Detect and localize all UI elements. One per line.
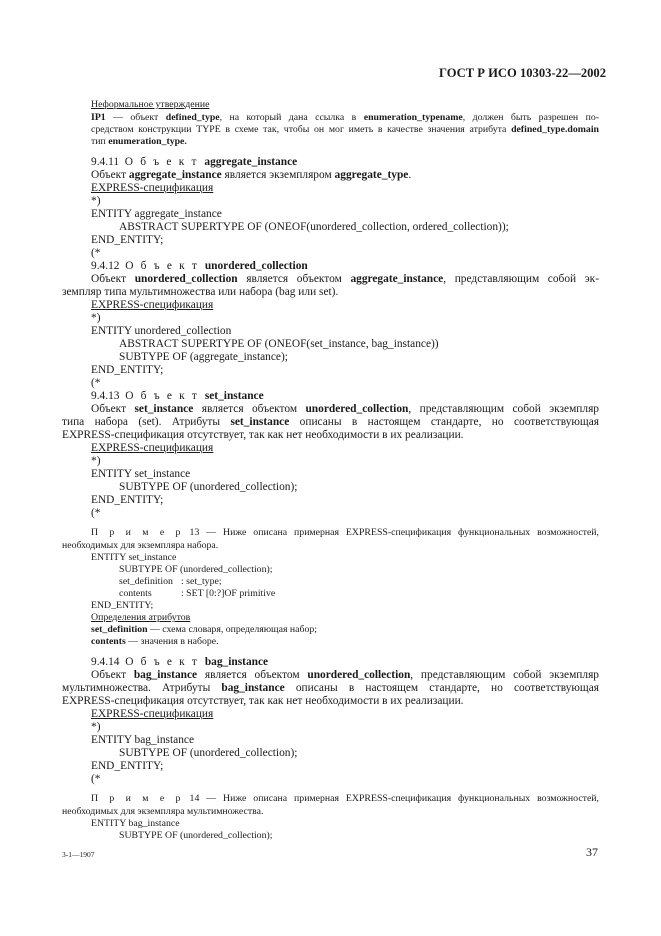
example-code-line: contents : SET [0:?]OF primitive [119,588,276,599]
section-9-4-14-heading: 9.4.14 О б ъ е к т bag_instance [91,656,269,668]
section-9-4-13-description-3: EXPRESS-спецификация отсутствует, так как нет необходимости в их реализации. [62,429,464,441]
comment-open: (* [91,247,101,259]
code-line: END_ENTITY; [91,234,164,246]
example-14-line-1: П р и м е р 14 — Ниже описана примерная EXPRESS-спецификация функциональных возможностей, [91,793,599,804]
code-line: ENTITY bag_instance [91,734,195,746]
code-line: END_ENTITY; [91,760,164,772]
example-code-line: set_definition : set_type; [119,576,222,587]
code-line: SUBTYPE OF (unordered_collection); [119,481,298,493]
section-9-4-14-description-2: мультимножества. Атрибуты bag_instance описаны в настоящем стандарте, но соответствующая [62,682,599,694]
comment-open: (* [91,377,101,389]
code-line: SUBTYPE OF (aggregate_instance); [119,351,288,363]
code-line: END_ENTITY; [91,494,164,506]
section-9-4-12-description-1: Объект unordered_collection является объектом aggregate_instance, представляющим собой эк- [91,273,599,285]
section-9-4-13-heading: 9.4.13 О б ъ е к т set_instance [91,390,264,402]
comment-open: (* [91,773,101,785]
code-line: SUBTYPE OF (unordered_collection); [119,747,298,759]
section-9-4-11-description: Объект aggregate_instance является экземпляром aggregate_type. [91,169,412,181]
comment-close: *) [91,721,101,733]
comment-open: (* [91,507,101,519]
express-spec-label: EXPRESS-спецификация [91,442,214,454]
section-9-4-13-description-1: Объект set_instance является объектом unordered_collection, представляющим собой экземпляр [91,403,599,415]
example-code-line: ENTITY set_instance [91,552,177,563]
ip1-line-2: средством конструкции TYPE в схеме так, чтобы он мог иметь в качестве значения атрибута defined_type.domain [91,124,599,135]
example-13-line-1: П р и м е р 13 — Ниже описана примерная EXPRESS-спецификация функциональных возможностей, [91,527,599,538]
example-code-line: ENTITY bag_instance [91,818,180,829]
comment-close: *) [91,195,101,207]
page-header-title: ГОСТ Р ИСО 10303-22—2002 [439,66,607,80]
comment-close: *) [91,312,101,324]
footer-print-code: 3-1—1907 [62,850,95,859]
code-line: ENTITY set_instance [91,468,191,480]
ip1-line-1: IP1 — объект defined_type, на который дана ссылка в enumeration_typename, должен быть разрешен по- [91,112,600,123]
ip1-line-3: тип enumeration_type. [91,136,187,147]
express-spec-label: EXPRESS-спецификация [91,182,214,194]
section-9-4-13-description-2: типа набора (set). Атрибуты set_instance описаны в настоящем стандарте, но соответствующая [62,416,599,428]
section-9-4-14-description-1: Объект bag_instance является объектом unordered_collection, представляющим собой экземпляр [91,669,600,681]
example-14-line-2: необходимых для экземпляра мультимножества. [62,806,264,817]
section-9-4-12-heading: 9.4.12 О б ъ е к т unordered_collection [91,260,308,272]
informal-title: Неформальное утверждение [91,99,210,110]
example-code-line: SUBTYPE OF (unordered_collection); [119,830,273,841]
code-line: ENTITY unordered_collection [91,325,232,337]
example-13-line-2: необходимых для экземпляра набора. [62,540,219,551]
section-9-4-14-description-3: EXPRESS-спецификация отсутствует, так как нет необходимости в их реализации. [62,695,464,707]
example-code-line: END_ENTITY; [91,600,154,611]
express-spec-label: EXPRESS-спецификация [91,299,214,311]
code-line: ABSTRACT SUPERTYPE OF (ONEOF(unordered_collection, ordered_collection)); [119,221,509,233]
attribute-definition: contents — значения в наборе. [91,636,219,647]
express-spec-label: EXPRESS-спецификация [91,708,214,720]
page-number: 37 [586,845,598,859]
section-9-4-11-heading: 9.4.11 О б ъ е к т aggregate_instance [91,156,298,168]
code-line: ABSTRACT SUPERTYPE OF (ONEOF(set_instance, bag_instance)) [119,338,439,350]
attribute-definitions-title: Определения атрибутов [91,612,191,623]
code-line: ENTITY aggregate_instance [91,208,222,220]
section-9-4-12-description-2: земпляр типа мультимножества или набора (bag или set). [62,286,339,298]
example-code-line: SUBTYPE OF (unordered_collection); [119,564,273,575]
attribute-definition: set_definition — схема словаря, определяющая набор; [91,624,317,635]
comment-close: *) [91,455,101,467]
code-line: END_ENTITY; [91,364,164,376]
